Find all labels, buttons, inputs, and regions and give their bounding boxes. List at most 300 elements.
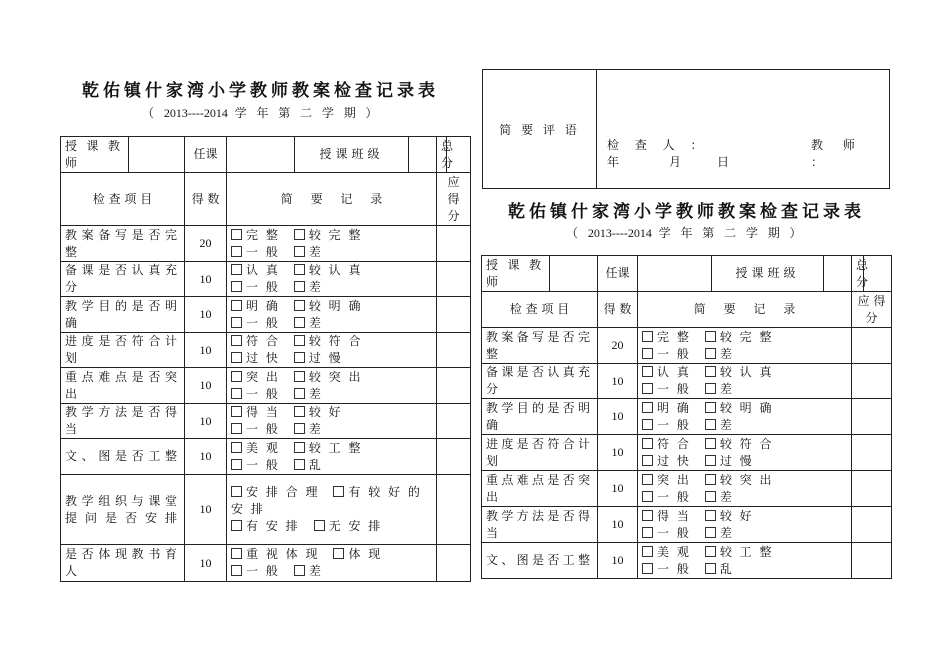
option-label: 明 确 <box>657 400 691 415</box>
comment-label: 简 要 评 语 <box>483 70 597 188</box>
left-teacher-label: 授课教师 <box>61 137 129 173</box>
record-options <box>638 471 852 507</box>
right-col-item: 检 查 项 目 <box>482 292 598 328</box>
item-score: 10 <box>185 368 227 404</box>
option-label: 较 好 <box>308 405 343 419</box>
option-checkbox[interactable] <box>642 401 691 415</box>
left-subtitle-prefix: （ <box>142 106 158 120</box>
option-label: 一 般 <box>246 386 280 401</box>
option-checkbox[interactable] <box>705 562 734 576</box>
option-checkbox[interactable] <box>294 228 363 242</box>
option-checkbox[interactable] <box>642 382 691 396</box>
option-checkbox[interactable] <box>705 418 734 432</box>
right-column-header-row <box>482 292 892 328</box>
option-label: 符 合 <box>246 334 280 348</box>
option-label: 一 般 <box>657 489 691 504</box>
right-form-subtitle <box>566 224 805 241</box>
right-course-field[interactable] <box>638 256 712 292</box>
check-item: 进度是否符合计划 <box>482 435 598 471</box>
option-label: 认 真 <box>246 263 280 277</box>
left-col-record: 简 要 记 录 <box>227 173 437 226</box>
option-checkbox[interactable] <box>642 509 691 523</box>
item-score: 10 <box>185 545 227 582</box>
item-score: 10 <box>598 507 638 543</box>
check-item: 教案备写是否完整 <box>482 328 598 364</box>
checkbox-icon[interactable] <box>333 486 344 497</box>
option-checkbox[interactable] <box>231 441 280 455</box>
checkbox-icon[interactable] <box>705 383 716 394</box>
teacher-sign-label: 教 师 ： <box>811 138 863 169</box>
table-row <box>482 435 892 471</box>
option-label: 较 明 确 <box>719 400 774 415</box>
option-label: 过 慢 <box>308 351 343 365</box>
record-options <box>638 435 852 471</box>
option-label: 安 排 合 理 <box>246 485 320 499</box>
checkbox-icon[interactable] <box>231 548 242 559</box>
left-total-label: 总分 <box>437 137 447 173</box>
checkbox-icon[interactable] <box>705 438 716 449</box>
left-subtitle-years: 2013----2014 <box>163 106 228 120</box>
option-label: 一 般 <box>246 422 280 436</box>
option-label: 完 整 <box>246 227 280 242</box>
option-label: 差 <box>308 422 323 436</box>
checkbox-icon[interactable] <box>642 366 653 377</box>
option-checkbox[interactable] <box>231 519 300 533</box>
option-checkbox[interactable] <box>294 245 323 259</box>
check-item: 教学目的是否明确 <box>482 399 598 435</box>
option-label: 一 般 <box>246 457 280 472</box>
checkbox-icon[interactable] <box>642 402 653 413</box>
right-col-due: 应 得 分 <box>852 292 892 328</box>
item-score: 10 <box>598 364 638 399</box>
option-checkbox[interactable] <box>231 422 280 436</box>
option-label: 较 突 出 <box>719 472 774 487</box>
option-checkbox[interactable] <box>705 330 774 344</box>
item-score: 10 <box>185 475 227 545</box>
record-options <box>227 475 437 545</box>
record-options <box>227 404 437 439</box>
record-options <box>227 333 437 368</box>
table-row <box>482 399 892 435</box>
option-label: 体 现 <box>348 547 383 561</box>
table-row <box>61 333 471 368</box>
checkbox-icon[interactable] <box>294 423 305 434</box>
option-label: 乱 <box>308 457 323 472</box>
checkbox-icon[interactable] <box>231 565 242 576</box>
due-score-field[interactable] <box>437 333 471 368</box>
option-checkbox[interactable] <box>294 351 343 365</box>
date-month: 月 <box>669 155 682 169</box>
option-checkbox[interactable] <box>294 441 363 455</box>
checkbox-icon[interactable] <box>705 563 716 574</box>
record-options <box>227 545 437 582</box>
option-label: 得 当 <box>246 405 280 419</box>
checkbox-icon[interactable] <box>642 455 653 466</box>
checkbox-icon[interactable] <box>333 548 344 559</box>
checkbox-icon[interactable] <box>642 383 653 394</box>
due-score-field[interactable] <box>437 297 471 333</box>
option-label: 较 完 整 <box>719 329 774 344</box>
option-checkbox[interactable] <box>231 370 280 384</box>
check-item: 重点难点是否突出 <box>61 368 185 404</box>
option-label: 差 <box>308 564 323 578</box>
record-options <box>638 328 852 364</box>
option-checkbox[interactable] <box>705 454 754 468</box>
option-checkbox[interactable] <box>294 280 323 294</box>
option-checkbox[interactable] <box>231 458 280 472</box>
option-label: 得 当 <box>657 508 691 523</box>
due-score-field[interactable] <box>437 226 471 262</box>
option-checkbox[interactable] <box>231 280 280 294</box>
table-row <box>61 439 471 475</box>
item-score: 10 <box>598 471 638 507</box>
table-row <box>61 545 471 582</box>
option-checkbox[interactable] <box>294 263 363 277</box>
checkbox-icon[interactable] <box>231 317 242 328</box>
option-checkbox[interactable] <box>314 519 383 533</box>
checkbox-icon[interactable] <box>705 527 716 538</box>
checkbox-icon[interactable] <box>294 264 305 275</box>
due-score-field[interactable] <box>437 404 471 439</box>
left-record-table <box>60 136 471 582</box>
checker-label: 检 查 人 ： <box>607 138 709 152</box>
option-checkbox[interactable] <box>705 526 734 540</box>
option-checkbox[interactable] <box>231 245 280 259</box>
option-checkbox[interactable] <box>231 564 280 578</box>
option-checkbox[interactable] <box>642 437 691 451</box>
right-col-record: 简 要 记 录 <box>638 292 852 328</box>
due-score-field[interactable] <box>852 364 892 399</box>
option-label: 一 般 <box>657 417 691 432</box>
check-item: 文、图是否工整 <box>482 543 598 579</box>
checkbox-icon[interactable] <box>294 565 305 576</box>
checkbox-icon[interactable] <box>231 486 242 497</box>
option-label: 较 工 整 <box>719 544 774 559</box>
checkbox-icon[interactable] <box>294 388 305 399</box>
checkbox-icon[interactable] <box>642 474 653 485</box>
checkbox-icon[interactable] <box>314 520 325 531</box>
option-label: 差 <box>308 386 323 401</box>
option-label: 突 出 <box>246 369 280 384</box>
table-row <box>61 262 471 297</box>
table-row <box>61 297 471 333</box>
option-checkbox[interactable] <box>705 509 754 523</box>
option-checkbox[interactable] <box>642 347 691 361</box>
check-item: 备课是否认真充分 <box>482 364 598 399</box>
right-total-label: 总分 <box>852 256 864 292</box>
option-checkbox[interactable] <box>705 490 734 504</box>
option-checkbox[interactable] <box>231 263 280 277</box>
option-checkbox[interactable] <box>705 401 774 415</box>
option-checkbox[interactable] <box>642 562 691 576</box>
check-item: 教学组织与课堂提问是否安排 <box>61 475 185 545</box>
option-label: 较 明 确 <box>308 298 363 313</box>
option-checkbox[interactable] <box>705 473 774 487</box>
right-col-score: 得 数 <box>598 292 638 328</box>
right-form-title: 乾佑镇什家湾小学教师教案检查记录表 <box>508 202 865 222</box>
due-score-field[interactable] <box>852 507 892 543</box>
checkbox-icon[interactable] <box>231 371 242 382</box>
record-options <box>638 364 852 399</box>
checkbox-icon[interactable] <box>705 455 716 466</box>
due-score-field[interactable] <box>852 399 892 435</box>
option-checkbox[interactable] <box>294 370 363 384</box>
option-label: 较 好 <box>719 508 754 523</box>
left-course-field[interactable] <box>227 137 295 173</box>
option-label: 差 <box>308 280 323 294</box>
item-score: 20 <box>598 328 638 364</box>
checkbox-icon[interactable] <box>294 300 305 311</box>
checkbox-icon[interactable] <box>642 510 653 521</box>
checkbox-icon[interactable] <box>231 352 242 363</box>
option-label: 较 认 真 <box>308 263 363 277</box>
option-checkbox[interactable] <box>231 351 280 365</box>
option-label: 一 般 <box>246 244 280 259</box>
due-score-field[interactable] <box>437 545 471 582</box>
due-score-field[interactable] <box>437 475 471 545</box>
checkbox-icon[interactable] <box>294 317 305 328</box>
left-col-item: 检 查 项 目 <box>61 173 185 226</box>
checkbox-icon[interactable] <box>642 546 653 557</box>
checkbox-icon[interactable] <box>294 459 305 470</box>
item-score: 10 <box>185 297 227 333</box>
option-checkbox[interactable] <box>642 526 691 540</box>
checkbox-icon[interactable] <box>705 491 716 502</box>
option-checkbox[interactable] <box>294 316 323 330</box>
comment-box <box>482 69 890 189</box>
check-item: 重点难点是否突出 <box>482 471 598 507</box>
table-row <box>61 404 471 439</box>
left-class-field[interactable] <box>409 137 437 173</box>
option-checkbox[interactable] <box>333 547 382 561</box>
due-score-field[interactable] <box>852 543 892 579</box>
checkbox-icon[interactable] <box>231 264 242 275</box>
option-label: 一 般 <box>657 525 691 540</box>
option-checkbox[interactable] <box>294 299 363 313</box>
checkbox-icon[interactable] <box>231 388 242 399</box>
checkbox-icon[interactable] <box>705 474 716 485</box>
option-label: 完 整 <box>657 329 691 344</box>
option-label: 美 观 <box>657 544 691 559</box>
item-score: 10 <box>598 399 638 435</box>
option-label: 一 般 <box>246 280 280 294</box>
option-checkbox[interactable] <box>705 545 774 559</box>
due-score-field[interactable] <box>852 435 892 471</box>
check-item: 教学方法是否得当 <box>61 404 185 439</box>
record-options <box>227 262 437 297</box>
item-score: 20 <box>185 226 227 262</box>
checkbox-icon[interactable] <box>231 406 242 417</box>
option-checkbox[interactable] <box>642 365 691 379</box>
option-checkbox[interactable] <box>231 387 280 401</box>
table-row <box>482 364 892 399</box>
table-row <box>61 475 471 545</box>
checkbox-icon[interactable] <box>705 366 716 377</box>
checkbox-icon[interactable] <box>231 229 242 240</box>
checkbox-icon[interactable] <box>231 423 242 434</box>
item-score: 10 <box>185 333 227 368</box>
option-label: 有 安 排 <box>246 519 300 533</box>
option-checkbox[interactable] <box>705 382 734 396</box>
checkbox-icon[interactable] <box>294 281 305 292</box>
checkbox-icon[interactable] <box>231 520 242 531</box>
right-class-field[interactable] <box>824 256 852 292</box>
option-checkbox[interactable] <box>294 334 363 348</box>
option-label: 一 般 <box>657 561 691 576</box>
checkbox-icon[interactable] <box>705 402 716 413</box>
date-year: 年 <box>607 155 620 169</box>
option-label: 一 般 <box>657 346 691 361</box>
option-checkbox[interactable] <box>705 437 774 451</box>
checkbox-icon[interactable] <box>231 281 242 292</box>
item-score: 10 <box>185 404 227 439</box>
checkbox-icon[interactable] <box>642 438 653 449</box>
option-checkbox[interactable] <box>294 458 323 472</box>
record-options <box>227 226 437 262</box>
check-item: 教学目的是否明确 <box>61 297 185 333</box>
left-class-label: 授课班级 <box>295 137 409 173</box>
option-checkbox[interactable] <box>294 405 343 419</box>
option-checkbox[interactable] <box>231 334 280 348</box>
record-options <box>227 368 437 404</box>
checkbox-icon[interactable] <box>705 546 716 557</box>
option-label: 较 完 整 <box>308 227 363 242</box>
option-checkbox[interactable] <box>642 473 691 487</box>
left-form-subtitle <box>142 104 381 121</box>
option-label: 过 快 <box>657 453 691 468</box>
option-label: 较 突 出 <box>308 369 363 384</box>
option-label: 无 安 排 <box>328 519 383 533</box>
record-options <box>227 297 437 333</box>
option-label: 有 较 好 的 安 排 <box>231 485 422 516</box>
checkbox-icon[interactable] <box>705 419 716 430</box>
option-label: 认 真 <box>657 365 691 379</box>
checkbox-icon[interactable] <box>294 229 305 240</box>
checkbox-icon[interactable] <box>642 491 653 502</box>
checkbox-icon[interactable] <box>705 510 716 521</box>
option-label: 差 <box>719 346 734 361</box>
option-checkbox[interactable] <box>642 330 691 344</box>
option-checkbox[interactable] <box>231 405 280 419</box>
checkbox-icon[interactable] <box>231 459 242 470</box>
table-row <box>482 507 892 543</box>
option-label: 较 认 真 <box>719 365 774 379</box>
due-score-field[interactable] <box>852 328 892 364</box>
option-label: 差 <box>719 525 734 540</box>
left-teacher-field[interactable] <box>129 137 185 173</box>
item-score: 10 <box>185 439 227 475</box>
due-score-field[interactable] <box>437 262 471 297</box>
checkbox-icon[interactable] <box>294 246 305 257</box>
option-label: 一 般 <box>246 564 280 578</box>
table-row <box>61 368 471 404</box>
checkbox-icon[interactable] <box>294 371 305 382</box>
due-score-field[interactable] <box>852 471 892 507</box>
option-checkbox[interactable] <box>231 228 280 242</box>
record-options <box>638 507 852 543</box>
option-checkbox[interactable] <box>642 418 691 432</box>
option-checkbox[interactable] <box>642 545 691 559</box>
table-row <box>482 328 892 364</box>
left-header-row <box>61 137 471 173</box>
option-label: 明 确 <box>246 298 280 313</box>
option-checkbox[interactable] <box>231 485 319 499</box>
checkbox-icon[interactable] <box>294 335 305 346</box>
right-record-table <box>481 255 892 579</box>
option-label: 过 快 <box>246 351 280 365</box>
option-label: 乱 <box>719 561 734 576</box>
checkbox-icon[interactable] <box>294 352 305 363</box>
right-teacher-label: 授课教师 <box>482 256 550 292</box>
check-item: 教案备写是否完整 <box>61 226 185 262</box>
checkbox-icon[interactable] <box>642 419 653 430</box>
option-label: 差 <box>719 489 734 504</box>
option-checkbox[interactable] <box>294 422 323 436</box>
option-checkbox[interactable] <box>294 387 323 401</box>
checkbox-icon[interactable] <box>294 442 305 453</box>
checkbox-icon[interactable] <box>705 348 716 359</box>
check-item: 进度是否符合计划 <box>61 333 185 368</box>
checkbox-icon[interactable] <box>642 527 653 538</box>
option-label: 突 出 <box>657 472 691 487</box>
right-course-label: 任课 <box>598 256 638 292</box>
right-subtitle-years: 2013----2014 <box>587 226 652 240</box>
option-checkbox[interactable] <box>705 365 774 379</box>
due-score-field[interactable] <box>437 439 471 475</box>
option-checkbox[interactable] <box>294 564 323 578</box>
option-checkbox[interactable] <box>642 490 691 504</box>
option-label: 美 观 <box>246 440 280 455</box>
left-col-due: 应 得 分 <box>437 173 471 226</box>
table-row <box>61 226 471 262</box>
option-checkbox[interactable] <box>231 316 280 330</box>
option-label: 差 <box>308 244 323 259</box>
item-score: 10 <box>598 435 638 471</box>
left-form-title: 乾佑镇什家湾小学教师教案检查记录表 <box>82 81 439 101</box>
option-checkbox[interactable] <box>231 299 280 313</box>
due-score-field[interactable] <box>437 368 471 404</box>
checkbox-icon[interactable] <box>231 300 242 311</box>
option-label: 差 <box>308 315 323 330</box>
check-item: 备课是否认真充分 <box>61 262 185 297</box>
option-checkbox[interactable] <box>231 547 319 561</box>
checkbox-icon[interactable] <box>294 406 305 417</box>
date-day: 日 <box>717 155 730 169</box>
option-checkbox[interactable] <box>705 347 734 361</box>
checkbox-icon[interactable] <box>231 335 242 346</box>
checkbox-icon[interactable] <box>705 331 716 342</box>
record-options <box>227 439 437 475</box>
left-subtitle-suffix: 学 年 第 二 学 期 ） <box>234 106 381 120</box>
checkbox-icon[interactable] <box>642 563 653 574</box>
option-label: 重 视 体 现 <box>246 547 320 561</box>
record-options <box>638 399 852 435</box>
item-score: 10 <box>598 543 638 579</box>
check-item: 教学方法是否得当 <box>482 507 598 543</box>
record-options <box>638 543 852 579</box>
option-label: 符 合 <box>657 436 691 451</box>
left-col-score: 得 数 <box>185 173 227 226</box>
checkbox-icon[interactable] <box>642 331 653 342</box>
option-label: 较 工 整 <box>308 440 363 455</box>
right-header-row <box>482 256 892 292</box>
option-checkbox[interactable] <box>642 454 691 468</box>
checkbox-icon[interactable] <box>642 348 653 359</box>
checkbox-icon[interactable] <box>231 246 242 257</box>
checkbox-icon[interactable] <box>231 442 242 453</box>
right-subtitle-prefix: （ <box>566 226 582 240</box>
right-teacher-field[interactable] <box>550 256 598 292</box>
